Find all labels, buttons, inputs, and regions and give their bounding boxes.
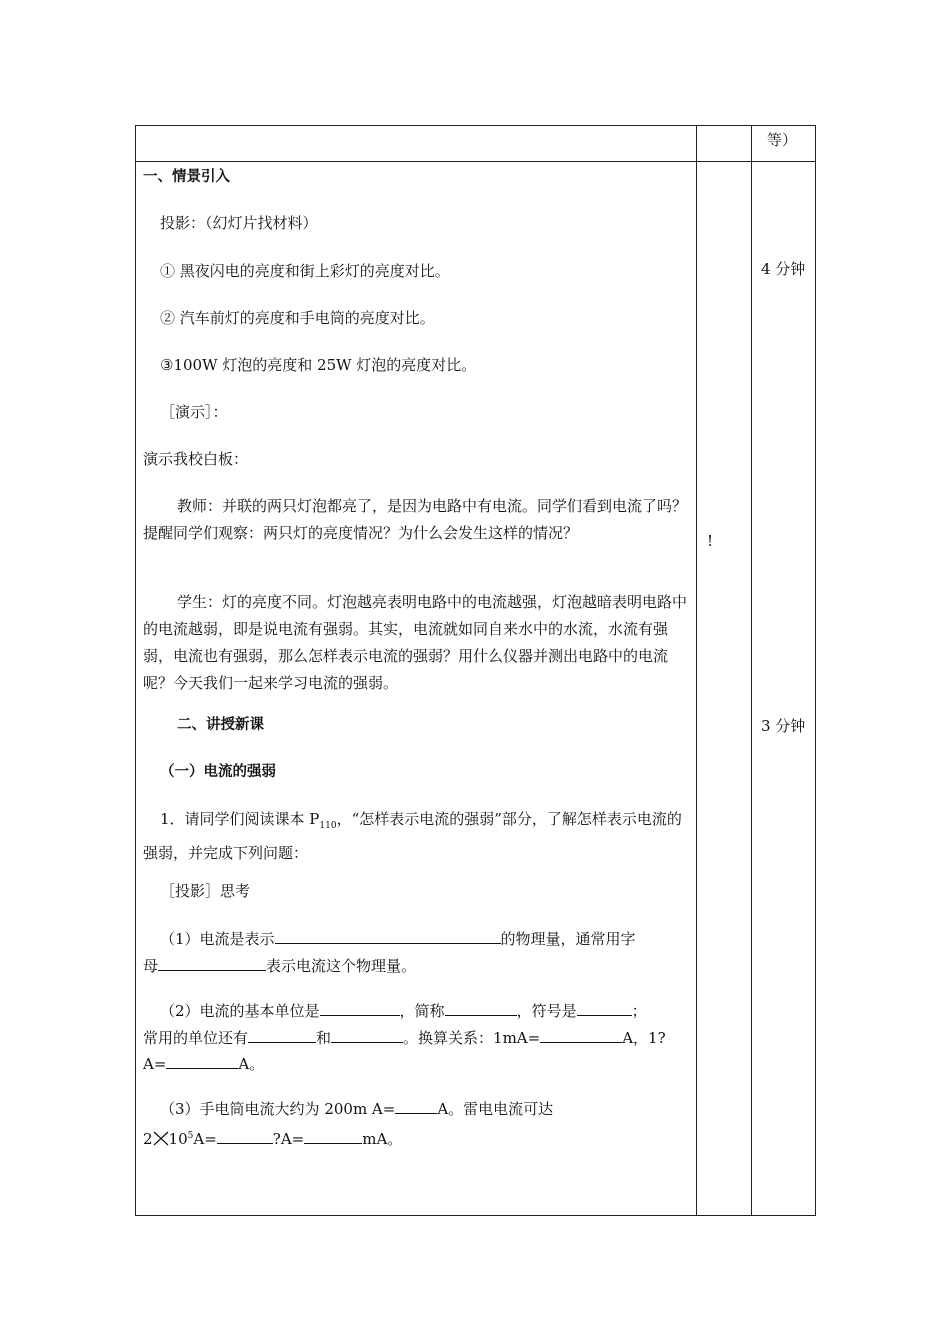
section2-title: 二、讲授新课 [177, 717, 264, 733]
q3-text-c: 2 [143, 1130, 153, 1148]
think-label: ［投影］思考 [160, 882, 251, 900]
task1-page-number: 110 [319, 821, 337, 831]
q2-blank-symbol[interactable] [577, 998, 632, 1016]
q2-blank-unit[interactable] [320, 998, 400, 1016]
table-col-divider-2 [751, 125, 752, 1216]
q3-text-b: A。雷电电流可达 [437, 1100, 554, 1118]
q2-text-e: 常用的单位还有 [143, 1029, 249, 1047]
q2-blank-ua[interactable] [166, 1051, 238, 1069]
q2-text-i: A= [143, 1055, 167, 1073]
q1-text-c: 母 [143, 957, 159, 975]
task1-paragraph [143, 806, 688, 867]
section1-title: 一、情景引入 [143, 169, 230, 185]
q2-blank-ma[interactable] [540, 1025, 622, 1043]
comparison-item-2: ② 汽车前灯的亮度和手电筒的亮度对比。 [160, 309, 435, 327]
q1-text-d: 表示电流这个物理量。 [266, 957, 417, 975]
q2-text-g: 。换算关系：1mA= [403, 1029, 541, 1047]
q3-blank-3[interactable] [304, 1126, 362, 1144]
question-3-line-1 [160, 1096, 553, 1123]
q3-text-g: mA。 [362, 1130, 403, 1148]
teacher-paragraph: 教师：并联的两只灯泡都亮了，是因为电路中有电流。同学们看到电流了吗？提醒同学们观察：两只灯的亮度情况？为什么会发生这样的情况？ [143, 497, 688, 542]
table-col-divider-1 [696, 125, 697, 1216]
q2-text-f: 和 [316, 1029, 332, 1047]
q1-text-a: （1）电流是表示 [160, 930, 275, 948]
q2-blank-short[interactable] [445, 998, 517, 1016]
projection-line: 投影：（幻灯片找材料） [160, 214, 318, 232]
question-3-line-2 [143, 1123, 402, 1153]
task1-text-a: 1．请同学们阅读课本 P [160, 810, 320, 828]
q2-blank-unit-b[interactable] [331, 1025, 403, 1043]
q1-blank-1[interactable] [275, 926, 501, 944]
q3-blank-1[interactable] [395, 1096, 437, 1114]
question-2-line-1 [160, 998, 647, 1025]
question-1-line-1 [160, 926, 636, 953]
time-label-2: 3 分钟 [761, 717, 806, 735]
comparison-item-1: ① 黑夜闪电的亮度和街上彩灯的亮度对比。 [160, 262, 450, 280]
q2-blank-unit-a[interactable] [248, 1025, 316, 1043]
q2-text-c: ，符号是 [516, 1002, 577, 1020]
q2-text-a: （2）电流的基本单位是 [160, 1002, 320, 1020]
question-2-line-3 [143, 1051, 264, 1078]
q3-text-f: ?A= [272, 1130, 305, 1148]
q3-text-d: 10 [168, 1130, 188, 1148]
q3-text-e: A= [193, 1130, 217, 1148]
middle-column-mark: ! [707, 532, 714, 550]
multiply-cross-icon [153, 1130, 169, 1146]
student-paragraph: 学生：灯的亮度不同。灯泡越亮表明电路中的电流越强，灯泡越暗表明电路中的电流越弱，即是说电流有强弱。其实，电流就如同自来水中的水流，水流有强弱，电流也有强弱，那么怎样表示电流的强弱？用什么仪器并测出电路中的电流呢？今天我们一起来学习电流的强弱。 [143, 593, 688, 692]
q2-text-b: ，简称 [399, 1002, 445, 1020]
table-right-border [815, 125, 816, 1216]
comparison-item-3: ③100W 灯泡的亮度和 25W 灯泡的亮度对比。 [160, 356, 477, 374]
question-1-line-2 [143, 953, 416, 980]
demo-label: ［演示］： [160, 403, 228, 421]
q2-text-d: ； [631, 1002, 647, 1020]
q3-exponent: 5 [187, 1131, 194, 1141]
table-header-divider [135, 161, 816, 162]
q1-blank-2[interactable] [158, 953, 266, 971]
demo-board: 演示我校白板： [143, 450, 249, 468]
question-2-line-2 [143, 1025, 666, 1052]
header-time-cell: 等） [767, 131, 798, 149]
q3-blank-2[interactable] [217, 1126, 273, 1144]
table-left-border [135, 125, 136, 1216]
q3-text-a: （3）手电筒电流大约为 200m A= [160, 1100, 396, 1118]
task1-text-b: ，“怎样表示电流的强弱”部分，了解怎样表示电流的强弱，并完成下列问题： [143, 810, 682, 862]
q1-text-b: 的物理量，通常用字 [500, 930, 636, 948]
q2-text-j: A。 [238, 1055, 265, 1073]
q2-text-h: A，1? [622, 1029, 666, 1047]
table-top-border [135, 125, 816, 126]
time-label-1: 4 分钟 [761, 260, 806, 278]
table-bottom-border [135, 1215, 816, 1216]
section2-subtitle: （一）电流的强弱 [160, 764, 276, 780]
